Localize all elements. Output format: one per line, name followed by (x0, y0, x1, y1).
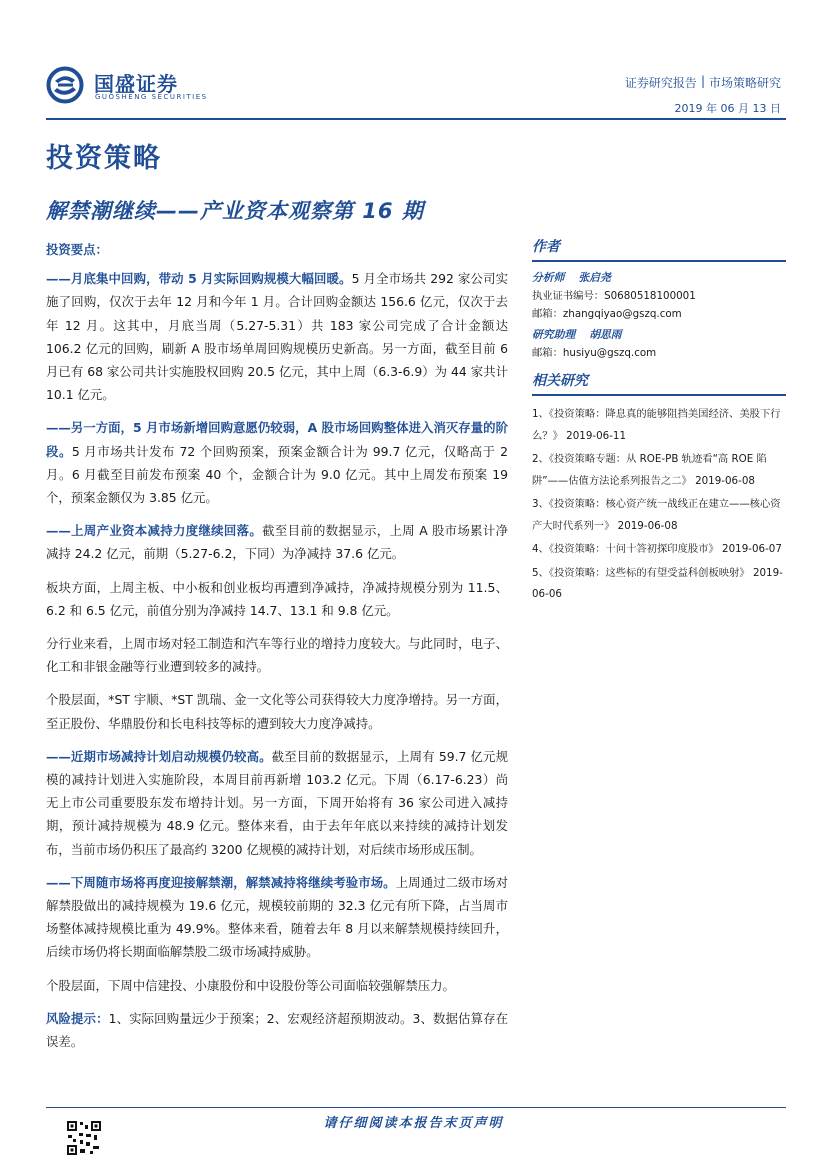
key-points-section (46, 238, 508, 1063)
logo-mark-icon (46, 66, 86, 104)
logo-chinese-name: 国盛证券 (94, 72, 178, 96)
paragraph-stocks: 个股层面，*ST 宇顺、*ST 凯瑞、金一文化等公司获得较大力度净增持。另一方面，至正股份、华鼎股份和长电科技等标的遭到较大力度净减持。 (46, 692, 508, 731)
paragraph-text: 5 月全市场共 292 家公司实施了回购，仅次于去年 12 月和今年 1 月。合计回购金额达 156.6 亿元，仅次于去年 12 月。这其中，月底当周（5.27-5.31）共 183 家公司完成了合计金额达 106.2 亿元的回购，刷新 A 股市场单周回购规模历史新高。另一方面，截至目前 6 月已有 68 家公司共计实施股权回购 20.5 亿元，其中上周（6.3-6.9）为 44 家共计 10.1 亿元。 (46, 271, 508, 403)
assistant-row (532, 326, 786, 344)
company-logo (46, 66, 216, 106)
paragraph-boards: 板块方面，上周主板、中小板和创业板均再遭到净减持，净减持规模分别为 11.5、6.2 和 6.5 亿元，前值分别为净减持 14.7、13.1 和 9.8 亿元。 (46, 579, 508, 618)
paragraph-headline: ——下周随市场将再度迎接解禁潮，解禁减持将继续考验市场。 (46, 874, 396, 890)
footer-divider (46, 1107, 786, 1108)
paragraph-headline: ——近期市场减持计划启动规模仍较高。 (46, 748, 272, 764)
paragraph-reduction-plans (46, 745, 508, 861)
paragraph-headline: ——上周产业资本减持力度继续回落。 (46, 523, 263, 539)
paragraph-reduction (46, 519, 508, 565)
paragraph-risk (46, 1007, 508, 1053)
related-date: 2019-06-11 (566, 429, 627, 442)
assistant-email[interactable]: 邮箱：husiyu@gszq.com (532, 347, 657, 359)
risk-text: 1、实际回购量远少于预案；2、宏观经济超预期波动。3、数据估算存在误差。 (46, 1010, 509, 1050)
key-points-label: 投资要点： (46, 242, 108, 257)
report-meta (625, 74, 781, 116)
report-type: 证券研究报告 (624, 76, 697, 90)
footer-disclaimer-note: 请仔细阅读本报告末页声明 (323, 1116, 504, 1131)
paragraph-unlock-stocks: 个股层面，下周中信建投、小康股份和中设股份等公司面临较强解禁压力。 (46, 977, 455, 993)
logo-english-name: GUOSHENG SECURITIES (95, 93, 208, 101)
paragraph-buyback-may (46, 267, 508, 406)
paragraph-headline: ——月底集中回购，带动 5 月实际回购规模大幅回暖。 (46, 271, 352, 287)
related-item[interactable] (532, 494, 786, 537)
analyst-license: 执业证书编号：S0680518100001 (532, 290, 696, 302)
report-type-separator: | (700, 74, 705, 88)
related-research (532, 370, 786, 606)
related-title: 《投资策略专题：从 ROE-PB 轨迹看“高 ROE 陷阱”——估值方法论系列报告之二》 (532, 453, 767, 487)
paragraph-text: 5 月市场共计发布 72 个回购预案，预案金额合计为 99.7 亿元，仅略高于 2 月。6 月截至目前发布预案 40 个，金额合计为 9.0 亿元。其中上周发布预案 19 个，预案金额仅为 3.85 亿元。 (46, 443, 508, 506)
related-num: 4、 (532, 543, 549, 555)
authors-heading: 作者 (532, 236, 786, 262)
analyst-role: 分析师 (532, 271, 565, 284)
related-num: 3、 (532, 498, 549, 510)
related-num: 1、 (532, 408, 549, 420)
related-list (532, 404, 786, 606)
report-subtype: 市场策略研究 (708, 76, 781, 90)
risk-label: 风险提示： (46, 1010, 109, 1026)
related-title: 《投资策略：这些标的有望受益科创板映射》 (548, 566, 750, 579)
related-num: 5、 (532, 566, 549, 579)
related-title: 《投资策略：核心资产统一战线正在建立——核心资产大时代系列一》 (532, 498, 781, 532)
related-heading: 相关研究 (532, 370, 786, 396)
related-title: 《投资策略：十问十答初探印度股市》 (548, 543, 719, 555)
paragraph-unlock (46, 871, 508, 964)
report-title: 解禁潮继续——产业资本观察第 16 期 (46, 199, 424, 223)
related-item[interactable] (532, 563, 786, 606)
report-category: 投资策略 (46, 143, 162, 174)
related-item[interactable] (532, 404, 786, 447)
related-date: 2019-06-08 (695, 474, 755, 487)
related-num: 2、 (532, 453, 549, 465)
paragraph-industries: 分行业来看，上周市场对轻工制造和汽车等行业的增持力度较大。与此同时，电子、化工和非银金融等行业遭到较多的减持。 (46, 636, 508, 675)
assistant-role: 研究助理 (532, 328, 576, 341)
analyst-name: 张启尧 (578, 271, 611, 284)
related-date: 2019-06-07 (722, 543, 782, 555)
related-date: 2019-06-06 (532, 566, 783, 600)
paragraph-text: 截至目前的数据显示，上周 A 股市场累计净减持 24.2 亿元，前期（5.27-6.2，下同）为净减持 37.6 亿元。 (46, 523, 509, 562)
paragraph-headline: ——另一方面，5 月市场新增回购意愿仍较弱，A 股市场回购整体进入消灭存量的阶段。 (46, 420, 508, 459)
paragraph-text: 上周通过二级市场对解禁股做出的减持规模为 19.6 亿元，规模较前期的 32.3 亿元有所下降，占当周市场整体减持规模比重为 49.9%。整体来看，随着去年 8 月以来解禁规模持续回升，后续市场仍将长期面临解禁股二级市场减持威胁。 (46, 874, 509, 960)
analyst-row (532, 269, 786, 287)
assistant-name: 胡思雨 (589, 328, 622, 341)
report-date: 2019 年 06 月 13 日 (674, 102, 781, 115)
header-divider (46, 118, 786, 120)
related-item[interactable] (532, 449, 786, 492)
paragraph-text: 截至目前的数据显示，上周有 59.7 亿元规模的减持计划进入实施阶段，本周目前再新增 103.2 亿元。下周（6.17-6.23）尚无上市公司重要股东发布增持计划。另一方面，下周开始将有 36 家公司进入减持期，预计减持规模为 48.9 亿元。整体来看，由于去年年底以来持续的减持计划发布，当前市场仍积压了最高约 3200 亿规模的减持计划，对后续市场形成压制。 (46, 748, 508, 857)
analyst-email[interactable]: 邮箱：zhangqiyao@gszq.com (532, 308, 682, 320)
sidebar (532, 236, 786, 608)
related-date: 2019-06-08 (617, 519, 678, 532)
paragraph-buyback-plans (46, 416, 508, 509)
related-item[interactable] (532, 539, 786, 561)
related-title: 《投资策略：降息真的能够阻挡美国经济、美股下行么？》 (532, 408, 781, 442)
